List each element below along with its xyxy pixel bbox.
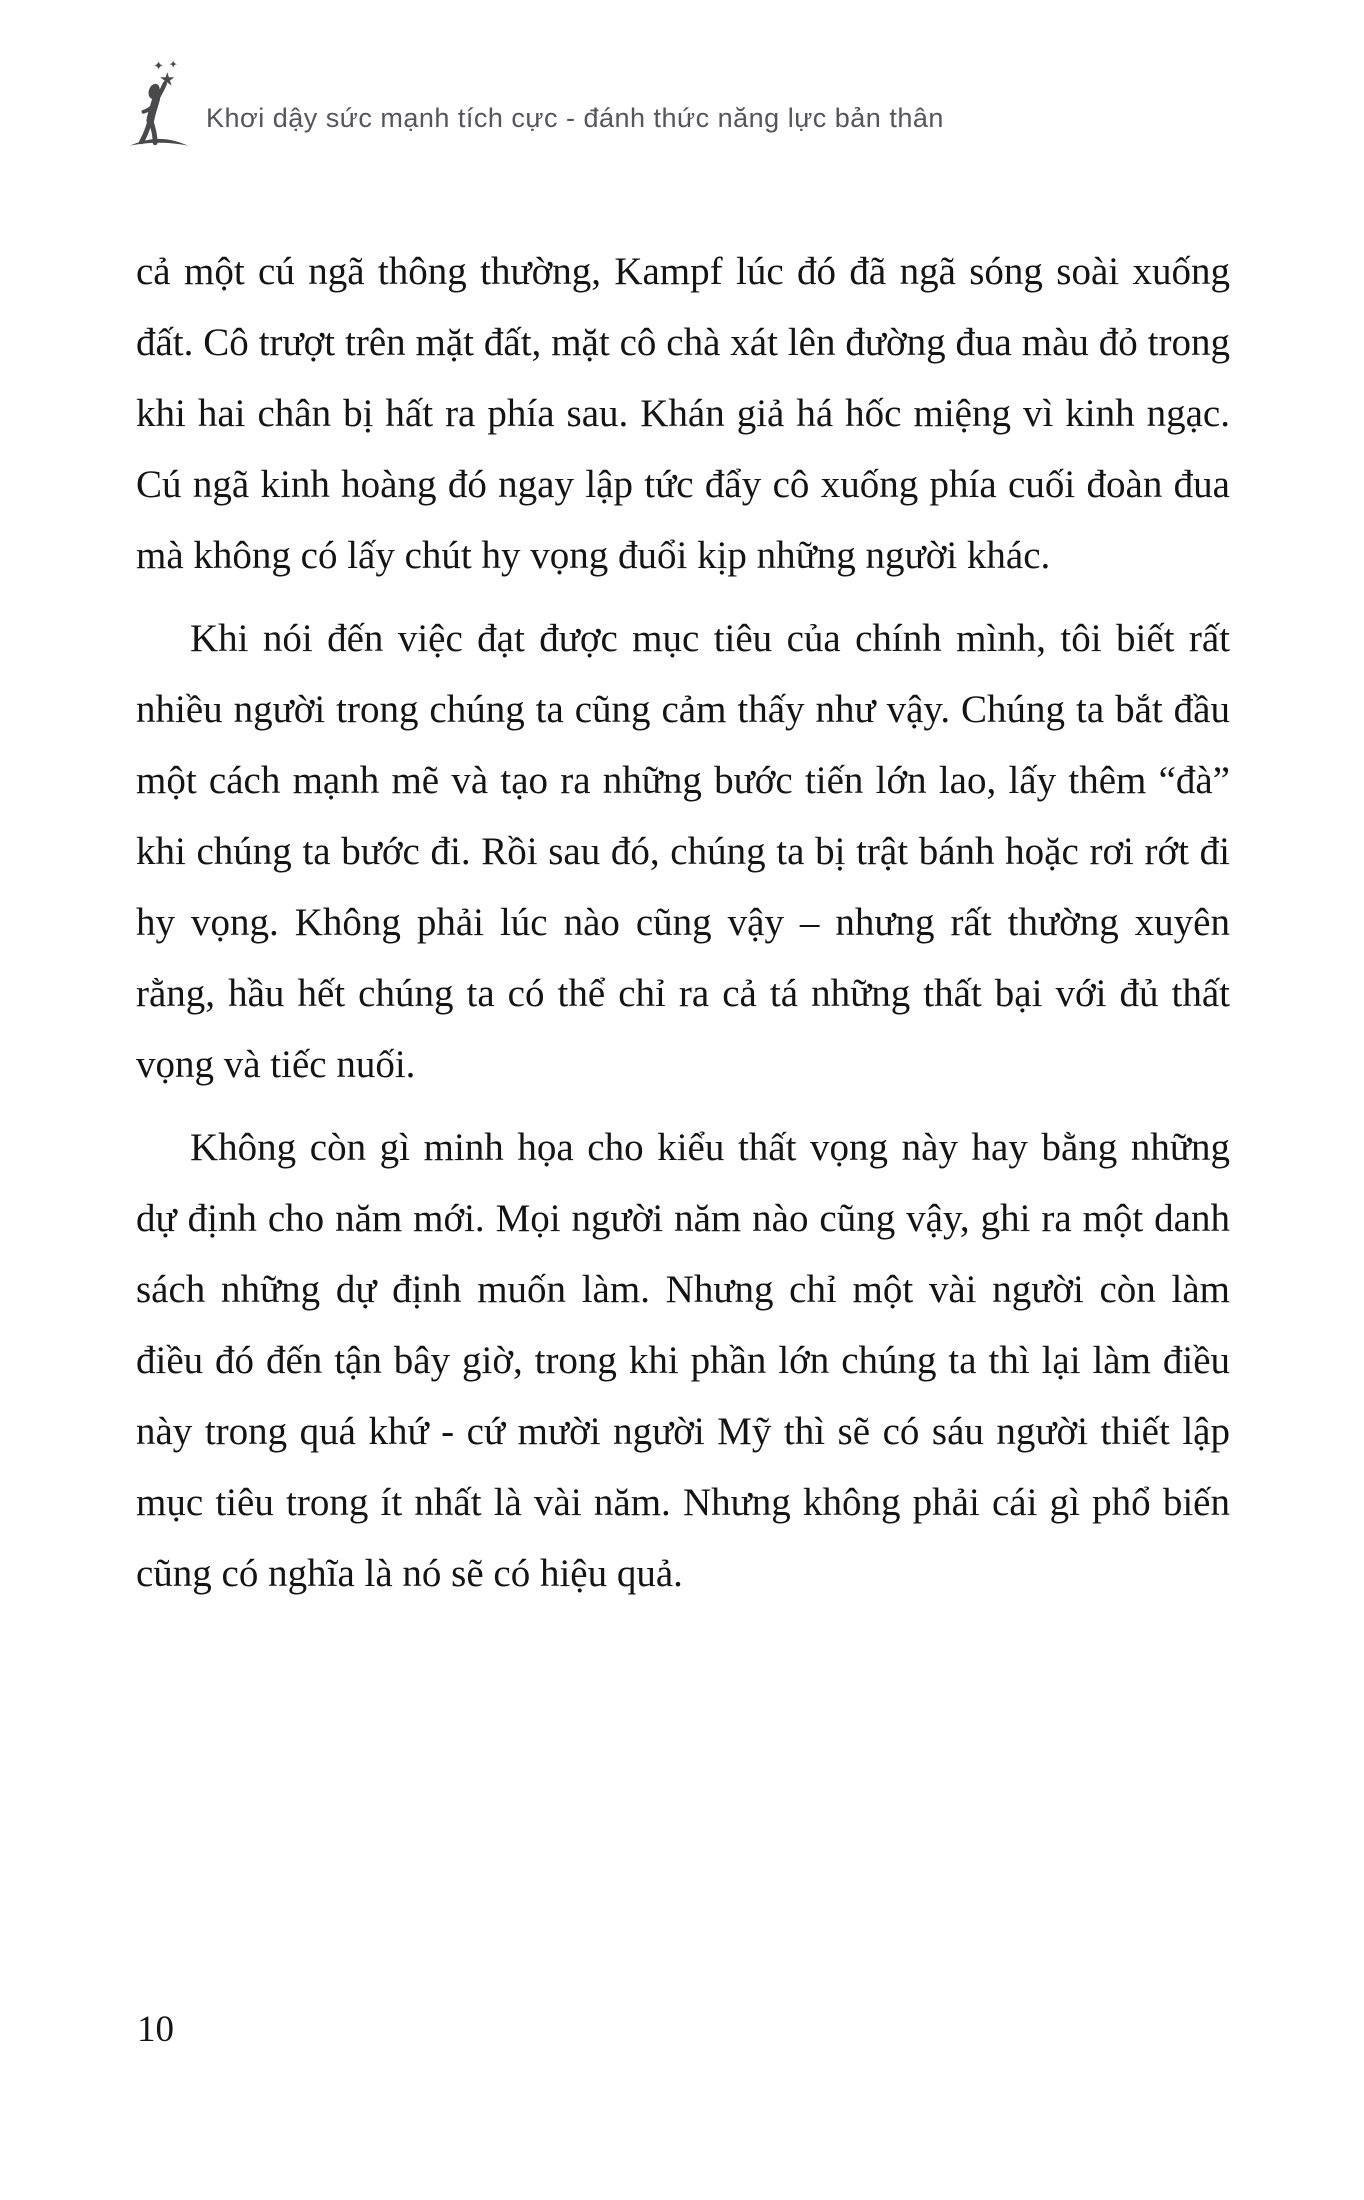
person-reaching-stars-icon	[128, 58, 190, 150]
paragraph-3: Không còn gì minh họa cho kiểu thất vọng này hay bằng những dự định cho năm mới. Mọi người năm nào cũng vậy, ghi ra một danh sách những dự định muốn làm. Nhưng chỉ một vài người còn làm điều đó đến tận bây giờ, trong khi phần lớn chúng ta thì lại làm điều này trong quá khứ - cứ mười người Mỹ thì sẽ có sáu người thiết lập mục tiêu trong ít nhất là vài năm. Nhưng không phải cái gì phổ biến cũng có nghĩa là nó sẽ có hiệu quả.	[136, 1126, 1230, 1595]
paragraph-2: Khi nói đến việc đạt được mục tiêu của chính mình, tôi biết rất nhiều người trong chúng ta cũng cảm thấy như vậy. Chúng ta bắt đầu một cách mạnh mẽ và tạo ra những bước tiến lớn lao, lấy thêm “đà” khi chúng ta bước đi. Rồi sau đó, chúng ta bị trật bánh hoặc rơi rớt đi hy vọng. Không phải lúc nào cũng vậy – nhưng rất thường xuyên rằng, hầu hết chúng ta có thể chỉ ra cả tá những thất bại với đủ thất vọng và tiếc nuối.	[136, 617, 1230, 1086]
running-head-title: Khơi dậy sức mạnh tích cực - đánh thức năng lực bản thân	[206, 103, 944, 133]
page-header	[128, 58, 944, 150]
svg-text:★: ★	[159, 69, 176, 91]
svg-text:✦: ✦	[168, 58, 178, 72]
body-text	[136, 236, 1230, 1621]
page-number: 10	[137, 2009, 174, 2050]
svg-text:✦: ✦	[153, 58, 164, 74]
paragraph-1: cả một cú ngã thông thường, Kampf lúc đó đã ngã sóng soài xuống đất. Cô trượt trên mặt đất, mặt cô chà xát lên đường đua màu đỏ trong khi hai chân bị hất ra phía sau. Khán giả há hốc miệng vì kinh ngạc. Cú ngã kinh hoàng đó ngay lập tức đẩy cô xuống phía cuối đoàn đua mà không có lấy chút hy vọng đuổi kịp những người khác.	[136, 250, 1230, 577]
